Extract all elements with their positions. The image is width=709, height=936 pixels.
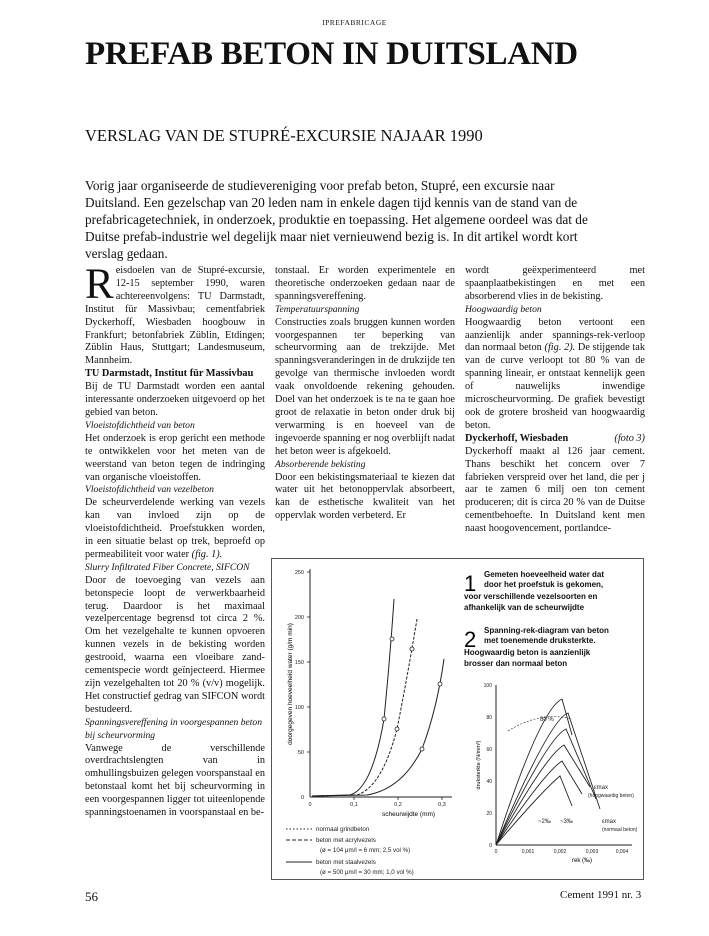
col1-paragraph-5: Door de toevoeging van vezels aan betonspecie loopt de verwerkbaarheid terug. Daardoor is het maximaal vezelpercentage begrensd tot circa 2 %. Om het vezelgehalte te kunnen opvoeren kunnen vezels in de bekisting worden gestrooid, waarna een vloeibare zand-cementspecie wordt geïnjecteerd. Hiermee zijn vezelgehalten tot 20 % (v/v) mogelijk. Het constructief gedrag van SIFCON wordt bestudeerd.: [85, 574, 265, 715]
chart2-xtick: 0,002: [553, 849, 567, 855]
caption1-line: door het proefstuk is gekomen,: [484, 580, 604, 589]
col3-paragraph-1: wordt geëxperimenteerd met spaanplaatbekistingen en met een absorberend vlies in de bekisting.: [465, 265, 645, 302]
drop-cap: R: [85, 261, 114, 308]
caption2-line: met toenemende druksterkte.: [484, 636, 596, 645]
chart1-ylabel: doorgegeven hoeveelheid water (g/m min): [287, 623, 294, 745]
chart1-xlabel: scheurwijdte (mm): [382, 811, 436, 818]
chart1-ytick: 200: [294, 615, 304, 621]
col3-paragraph-3: Dyckerhoff maakt al 126 jaar cement. Thans beschikt het concern over 7 fabrieken verspreid over het land, die per j aar te zamen 6 milj oen ton cement produceren; dit is circa 20 % van de Duitse cementbehoefte. In Duitsland kent men naast hoogovencement, portlandce-: [465, 445, 645, 535]
chart2-xlabel: rek (‰): [572, 858, 592, 864]
chart1-legend-2: beton met acrylvezels: [316, 837, 376, 844]
chart2-ytick: 80: [486, 715, 492, 721]
intro-paragraph: Vorig jaar organiseerde de studievereniging voor prefab beton, Stupré, een excursie naar Duitsland. Een gezelschap van 20 leden nam in enkele dagen tijd kennis van de stand van de prefabricagetechniek, in onderzoek, produktie en toepassing. Het algemene oordeel was dat de Duitse prefab-industrie wel degelijk maar niet vernieuwend bezig is. In dit artikel wordt kort verslag gedaan.: [85, 178, 588, 262]
chart2-ylabel: druksterkte (N/mm²): [476, 740, 482, 790]
chart-1: [286, 569, 452, 876]
column-3: [465, 265, 645, 536]
chart1-legend-3: (ø = 104 μm/l = 6 mm; 2,5 vol %): [320, 847, 411, 854]
chart1-xtick: 0,2: [394, 802, 402, 808]
subheading-temperatuurspanning: Temperatuurspanning: [275, 303, 360, 315]
col2-paragraph-3: Door een bekistingsmateriaal te kiezen dat water uit het betonoppervlak absorbeert, kan de esthetische kwaliteit van het oppervlak worden verbeterd. Er: [275, 471, 455, 522]
chart2-ytick: 60: [486, 747, 492, 753]
chart2-annotation: ~3‰: [560, 819, 573, 825]
chart1-legend-5: (ø = 500 μm/l = 30 mm; 1,0 vol %): [320, 869, 414, 876]
col1-paragraph-1: Reisdoelen van de Stupré-excursie, 12-15 september 1990, waren achtereenvolgens: TU Darmstadt, Institut für Massivbau; cementfabriek Dyckerhoff, Wiesbaden hoogbouw in Frankfurt; betonfabriek Züblin, Etdingen; Züblin Haus, Stuttgart; Landesmuseum, Mannheim.: [85, 261, 265, 367]
fig2-reference: (fig. 2).: [544, 342, 576, 354]
chart2-annotation: 80 %: [540, 717, 554, 723]
col3-paragraph-2: Hoogwaardig beton vertoont een aanzienlijk ander spannings-rek-verloop dan normaal beton (fig. 2). De stijgende tak van de curve verloopt tot 80 % van de spanning lineair, er ontstaat kennelijk geen of nauwelijks inwendige microscheurvorming. De grafiek bevestigt ook de grotere brosheid van hoogwaardig beton.: [465, 316, 646, 431]
caption1-line: Gemeten hoeveelheid water dat: [484, 570, 605, 579]
chart2-annotation: εmax: [602, 819, 617, 825]
chart1-series-acrylvezels: [312, 619, 417, 796]
caption1-number: 1: [464, 571, 477, 596]
subheading-spanningsvereffening: Spanningsvereffening in voorgespannen beton bij scheurvorming: [85, 716, 263, 741]
chart1-ytick: 250: [294, 570, 304, 576]
caption2-line: Spanning-rek-diagram van beton: [484, 626, 609, 635]
col1-paragraph-3: Het onderzoek is erop gericht een methode te ontwikkelen voor het meten van de weerstand van beton tegen de indringing van organische vloeistoffen.: [85, 432, 265, 483]
chart1-xtick: 0,1: [350, 802, 358, 808]
col2-paragraph-2: Constructies zoals bruggen kunnen worden voorgespannen ter beperking van scheurvorming aan de trekzijde. Met spanningsveranderingen in de drukzijde ten gevolge van thermische invloeden wordt vaak onvoldoende rekening gehouden. Doel van het onderzoek is te na te gaan hoe groot de relaxatie in beton onder druk bij verwarming is en hoeveel van de ingevoerde spanning er nog overblijft nadat het beton weer is afgekoeld.: [275, 316, 455, 457]
chart1-ytick: 150: [294, 660, 304, 666]
caption2-line: brosser dan normaal beton: [464, 659, 568, 668]
subheading-vezelbeton: Vloeistofdichtheid van vezelbeton: [85, 484, 214, 496]
page-number: 56: [85, 889, 98, 904]
chart2-ytick: 100: [483, 683, 492, 689]
foto3-reference: (foto 3): [614, 432, 645, 444]
chart1-xtick: 0: [308, 802, 312, 808]
article-subtitle: VERSLAG VAN DE STUPRÉ-EXCURSIE NAJAAR 1990: [85, 126, 483, 145]
figure-captions: [464, 570, 609, 668]
chart1-xtick: 0,3: [438, 802, 446, 808]
col1-paragraph-2: Bij de TU Darmstadt worden een aantal interessante onderzoeken uitgevoerd op het gebied van beton.: [85, 381, 265, 418]
chart1-legend-4: beton met staalvezels: [316, 859, 376, 866]
column-1: [85, 261, 265, 820]
chart2-xtick: 0,003: [585, 849, 599, 855]
chart1-ytick: 50: [297, 750, 304, 756]
chart2-xtick: 0: [494, 849, 498, 855]
magazine-issue: Cement 1991 nr. 3: [560, 889, 642, 901]
chart2-ytick: 0: [489, 843, 492, 849]
subheading-absorberende-bekisting: Absorberende bekisting: [275, 458, 366, 470]
figure-svg: [272, 559, 643, 879]
chart2-xtick: 0,004: [615, 849, 629, 855]
chart2-annotation: ~2‰: [538, 819, 551, 825]
article-title: PREFAB BETON IN DUITSLAND: [85, 36, 578, 72]
chart1-series-grindbeton: [312, 599, 394, 796]
chart1-legend-1: normaal grindbeton: [316, 826, 370, 833]
caption1-line: voor verschillende vezelsoorten en: [464, 592, 598, 601]
figure-panel: [271, 558, 644, 880]
col1-paragraph-4: De scheurverdelende werking van vezels kan van invloed zijn op de vloeistofdichtheid. Proefstukken worden, in een situatie belast op trek, beproefd op permeabiliteit voor water (fig. 1).: [85, 497, 265, 560]
chart2-annotation: (normaal beton): [602, 827, 638, 833]
chart2-ytick: 40: [486, 779, 492, 785]
chart1-series-staalvezels: [312, 659, 444, 796]
subheading-hoogwaardig-beton: Hoogwaardig beton: [465, 303, 542, 315]
chart1-ytick: 0: [300, 795, 304, 801]
chart2-xtick: 0,001: [521, 849, 535, 855]
section-header: IPREFABRICAGE: [322, 18, 387, 27]
chart-2: [476, 683, 638, 864]
chart2-ytick: 20: [486, 811, 492, 817]
caption2-line: Hoogwaardig beton is aanzienlijk: [464, 648, 591, 657]
fig1-reference: (fig. 1).: [191, 548, 223, 560]
caption1-line: afhankelijk van de scheurwijdte: [464, 603, 585, 612]
subheading-sifcon: Slurry Infiltrated Fiber Concrete, SIFCON: [85, 561, 250, 573]
heading-tu-darmstadt: TU Darmstadt, Institut für Massivbau: [85, 368, 254, 380]
chart2-annotation: εmax: [594, 785, 609, 791]
subheading-vloeistofdichtheid: Vloeistofdichtheid van beton: [85, 419, 195, 431]
chart2-annotation: (hoogwaardig beton): [588, 793, 634, 799]
heading-dyckerhoff: Dyckerhoff, Wiesbaden (foto 3): [465, 432, 645, 444]
chart1-ytick: 100: [294, 705, 304, 711]
caption2-number: 2: [464, 627, 477, 652]
column-2: [275, 265, 455, 523]
col2-paragraph-1: tonstaal. Er worden experimentele en theoretische onderzoeken gedaan naar de spanningsvereffening.: [275, 265, 455, 302]
col1-paragraph-6: Vanwege de verschillende overdrachtslengten van in omhullingsbuizen gelegen voorspanstaal en betonstaal komt het bij scheurvorming in een voorgespannen ligger tot uiteenlopende spanningstoenamen in voorspanstaal en be-: [85, 742, 265, 819]
